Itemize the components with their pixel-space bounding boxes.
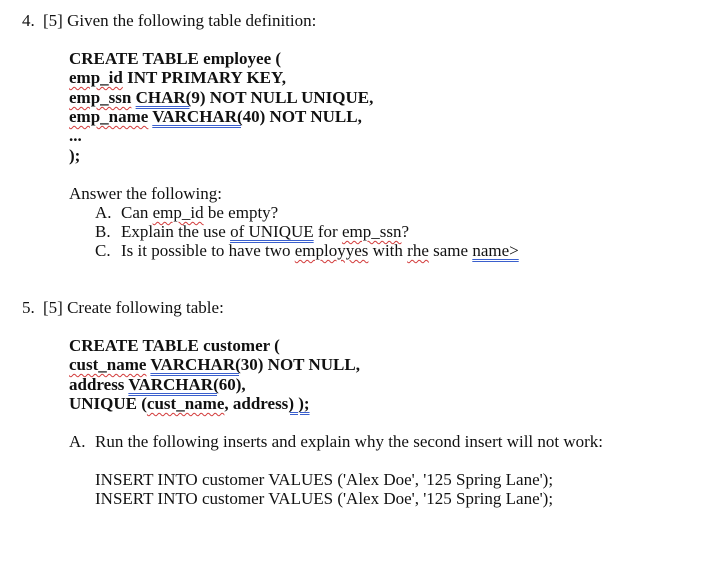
code-text: UNIQUE ( [69,394,147,413]
item-text: same [428,241,473,260]
spelling-flagged-text: emp_id [69,68,123,87]
grammar-flagged-text: VARCHAR( [152,107,243,126]
spelling-flagged-text: cust_name [146,394,225,413]
item-text: Explain the use [121,222,231,241]
insert-statement: INSERT INTO customer VALUES ('Alex Doe', '125 Spring Lane'); [95,470,554,489]
spelling-flagged-text: emp_name [69,107,149,126]
grammar-flagged-text: of UNIQUE [230,222,314,241]
code-line [69,88,373,108]
code-line [69,375,246,395]
code-text: 30) NOT NULL, [240,355,360,374]
item-text: be empty? [203,203,279,222]
code-text: INT PRIMARY KEY, [122,68,286,87]
code-text: , address [224,394,289,413]
item-text: Is it possible to have two [121,241,295,260]
code-line: CREATE TABLE employee ( [69,49,282,68]
item-letter: A. [95,203,112,222]
code-line: ... [69,126,82,145]
spelling-flagged-text: employyes [294,241,369,260]
spelling-flagged-text: rhe [407,241,429,260]
item-text: with [368,241,408,260]
item-letter: C. [95,241,111,260]
spelling-flagged-text: emp_id [152,203,204,222]
item-c-text [121,241,519,261]
code-line: CREATE TABLE customer ( [69,336,280,355]
code-line [69,68,286,88]
item-text: Can [121,203,153,222]
grammar-flagged-text: name> [472,241,519,260]
code-line [69,394,310,414]
sub-question-letter: A. [69,432,86,451]
answer-label: Answer the following: [69,184,222,203]
question-4-number: 4. [22,11,35,30]
grammar-flagged-text: VARCHAR( [150,355,241,374]
code-line [69,107,362,127]
item-b-text [121,222,409,242]
code-text: 9) NOT NULL UNIQUE, [191,88,374,107]
item-text: ? [401,222,410,241]
spelling-flagged-text: cust_name [69,355,147,374]
grammar-flagged-text: VARCHAR( [128,375,219,394]
item-a-text [121,203,278,223]
question-5-prompt: [5] Create following table: [43,298,224,317]
item-letter: B. [95,222,111,241]
grammar-flagged-text: ) ); [288,394,310,413]
spelling-flagged-text: emp_ssn [341,222,402,241]
code-text: 40) NOT NULL, [242,107,362,126]
code-line: ); [69,146,81,165]
sub-question-a-text: Run the following inserts and explain why the second insert will not work: [95,432,604,451]
code-text: address [69,375,129,394]
item-text: for [313,222,342,241]
question-5-number: 5. [22,298,35,317]
insert-statement: INSERT INTO customer VALUES ('Alex Doe', '125 Spring Lane'); [95,489,554,508]
code-text: 60), [218,375,246,394]
spelling-flagged-text: emp_ssn [69,88,132,107]
question-4-prompt: [5] Given the following table definition: [43,11,317,30]
code-line [69,355,360,375]
grammar-flagged-text: CHAR( [135,88,192,107]
